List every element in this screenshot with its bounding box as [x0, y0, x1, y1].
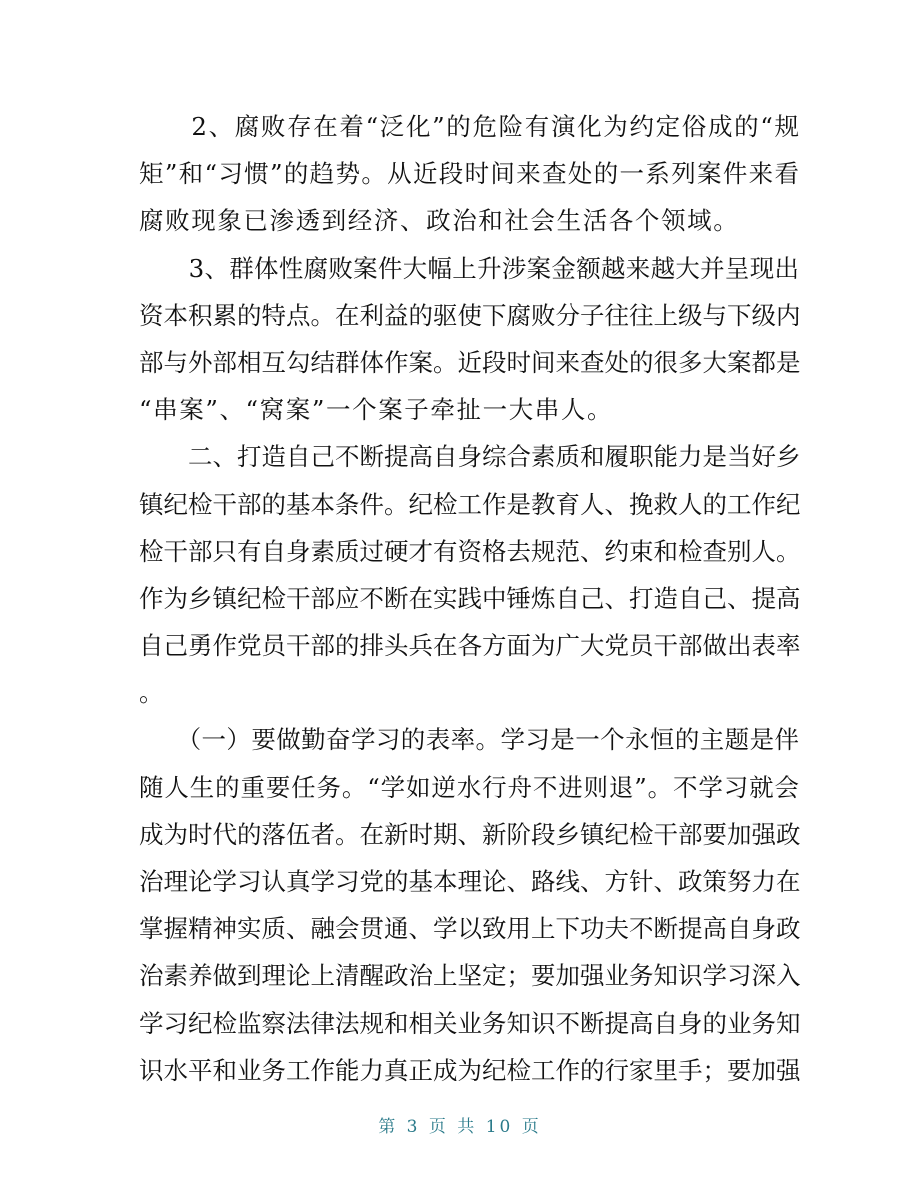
text-line: 二、打造自己不断提高自身综合素质和履职能力是当好乡 — [139, 442, 801, 472]
text-line: 。 — [139, 678, 166, 708]
text-line: 自己勇作党员干部的排头兵在各方面为广大党员干部做出表率 — [139, 631, 801, 661]
document-body — [139, 103, 799, 1094]
text-line: 成为时代的落伍者。在新时期、新阶段乡镇纪检干部要加强政 — [139, 819, 801, 849]
text-line: 治素养做到理论上清醒政治上坚定；要加强业务知识学习深入 — [139, 961, 801, 991]
text-line: 资本积累的特点。在利益的驱使下腐败分子往往上级与下级内 — [139, 300, 801, 330]
page-number-footer: 第 3 页 共 10 页 — [378, 1117, 542, 1137]
text-line: 随人生的重要任务。“学如逆水行舟不进则退”。不学习就会 — [139, 772, 799, 802]
text-line: 3、群体性腐败案件大幅上升涉案金额越来越大并呈现出 — [139, 253, 799, 283]
text-line: 检干部只有自身素质过硬才有资格去规范、约束和检查别人。 — [139, 536, 801, 566]
text-line: “串案”、“窝案”一个案子牵扯一大串人。 — [139, 395, 614, 425]
text-line: 识水平和业务工作能力真正成为纪检工作的行家里手；要加强 — [139, 1055, 801, 1085]
text-line: 镇纪检干部的基本条件。纪检工作是教育人、挽救人的工作纪 — [139, 489, 801, 519]
text-line: 治理论学习认真学习党的基本理论、路线、方针、政策努力在 — [139, 867, 801, 896]
text-line: 腐败现象已渗透到经济、政治和社会生活各个领域。 — [139, 206, 740, 236]
text-line: （一）要做勤奋学习的表率。学习是一个永恒的主题是伴 — [139, 725, 799, 755]
text-line: 掌握精神实质、融会贯通、学以致用上下功夫不断提高自身政 — [139, 914, 801, 944]
text-line: 作为乡镇纪检干部应不断在实践中锤炼自己、打造自己、提高 — [139, 583, 801, 613]
text-line: 2、腐败存在着“泛化”的危险有演化为约定俗成的“规 — [139, 112, 799, 141]
text-line: 部与外部相互勾结群体作案。近段时间来查处的很多大案都是 — [139, 347, 801, 377]
text-line: 矩”和“习惯”的趋势。从近段时间来查处的一系列案件来看 — [139, 159, 799, 189]
text-line: 学习纪检监察法律法规和相关业务知识不断提高自身的业务知 — [139, 1008, 801, 1038]
